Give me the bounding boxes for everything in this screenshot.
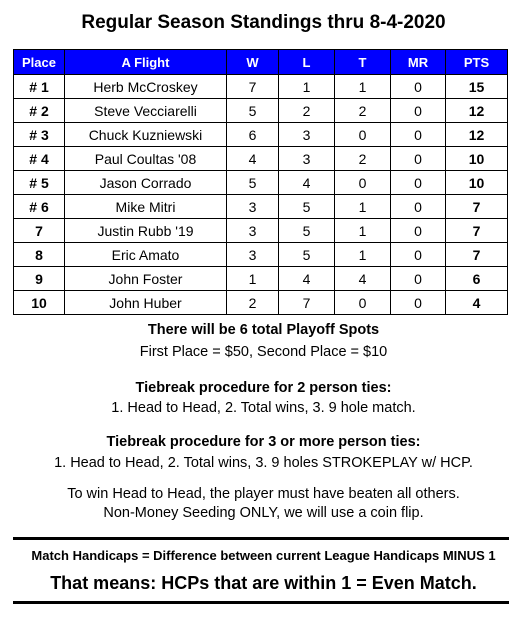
mr-cell: 0: [391, 267, 446, 291]
place-cell: # 3: [14, 123, 65, 147]
ties-cell: 2: [335, 147, 391, 171]
column-header-place: Place: [14, 50, 65, 75]
even-match-note: That means: HCPs that are within 1 = Even Match.: [50, 573, 477, 593]
place-cell: 7: [14, 219, 65, 243]
place-cell: # 2: [14, 99, 65, 123]
table-row: [14, 99, 508, 123]
wins-cell: 1: [227, 267, 279, 291]
player-name-cell: Eric Amato: [65, 243, 227, 267]
table-row: [14, 147, 508, 171]
points-cell: 10: [446, 171, 508, 195]
wins-cell: 3: [227, 243, 279, 267]
player-name-cell: Mike Mitri: [65, 195, 227, 219]
points-cell: 7: [446, 219, 508, 243]
divider-bottom: [13, 601, 509, 604]
place-cell: # 5: [14, 171, 65, 195]
mr-cell: 0: [391, 123, 446, 147]
ties-cell: 0: [335, 171, 391, 195]
wins-cell: 3: [227, 219, 279, 243]
table-row: [14, 291, 508, 315]
player-name-cell: John Foster: [65, 267, 227, 291]
points-cell: 12: [446, 99, 508, 123]
mr-cell: 0: [391, 171, 446, 195]
points-cell: 12: [446, 123, 508, 147]
tiebreak-three-text: 1. Head to Head, 2. Total wins, 3. 9 holes STROKEPLAY w/ HCP.: [54, 455, 473, 471]
losses-cell: 4: [279, 171, 335, 195]
table-row: [14, 75, 508, 99]
losses-cell: 3: [279, 123, 335, 147]
ties-cell: 1: [335, 243, 391, 267]
table-row: [14, 267, 508, 291]
points-cell: 15: [446, 75, 508, 99]
place-cell: 8: [14, 243, 65, 267]
column-header-mr: MR: [391, 50, 446, 75]
ties-cell: 0: [335, 123, 391, 147]
wins-cell: 6: [227, 123, 279, 147]
mr-cell: 0: [391, 75, 446, 99]
losses-cell: 5: [279, 243, 335, 267]
player-name-cell: John Huber: [65, 291, 227, 315]
playoff-prizes: First Place = $50, Second Place = $10: [139, 344, 388, 360]
mr-cell: 0: [391, 195, 446, 219]
tiebreak-two-heading: Tiebreak procedure for 2 person ties:: [135, 380, 392, 396]
mr-cell: 0: [391, 291, 446, 315]
losses-cell: 1: [279, 75, 335, 99]
playoff-heading: There will be 6 total Playoff Spots: [147, 322, 380, 338]
column-header-wins: W: [227, 50, 279, 75]
losses-cell: 4: [279, 267, 335, 291]
ties-cell: 1: [335, 219, 391, 243]
player-name-cell: Paul Coultas '08: [65, 147, 227, 171]
ties-cell: 4: [335, 267, 391, 291]
standings-table: [13, 49, 508, 315]
ties-cell: 0: [335, 291, 391, 315]
wins-cell: 4: [227, 147, 279, 171]
mr-cell: 0: [391, 99, 446, 123]
mr-cell: 0: [391, 243, 446, 267]
ties-cell: 1: [335, 195, 391, 219]
points-cell: 7: [446, 195, 508, 219]
table-row: [14, 219, 508, 243]
header-row: [14, 50, 508, 75]
place-cell: 10: [14, 291, 65, 315]
mr-cell: 0: [391, 147, 446, 171]
place-cell: # 6: [14, 195, 65, 219]
column-header-losses: L: [279, 50, 335, 75]
losses-cell: 5: [279, 195, 335, 219]
column-header-ties: T: [335, 50, 391, 75]
wins-cell: 5: [227, 99, 279, 123]
points-cell: 4: [446, 291, 508, 315]
losses-cell: 2: [279, 99, 335, 123]
column-header-flight: A Flight: [65, 50, 227, 75]
table-row: [14, 171, 508, 195]
losses-cell: 5: [279, 219, 335, 243]
wins-cell: 7: [227, 75, 279, 99]
losses-cell: 3: [279, 147, 335, 171]
points-cell: 10: [446, 147, 508, 171]
head-to-head-note: To win Head to Head, the player must have beaten all others.: [67, 486, 460, 502]
player-name-cell: Herb McCroskey: [65, 75, 227, 99]
ties-cell: 1: [335, 75, 391, 99]
losses-cell: 7: [279, 291, 335, 315]
wins-cell: 2: [227, 291, 279, 315]
player-name-cell: Jason Corrado: [65, 171, 227, 195]
ties-cell: 2: [335, 99, 391, 123]
player-name-cell: Steve Vecciarelli: [65, 99, 227, 123]
wins-cell: 3: [227, 195, 279, 219]
points-cell: 6: [446, 267, 508, 291]
player-name-cell: Chuck Kuzniewski: [65, 123, 227, 147]
seeding-note: Non-Money Seeding ONLY, we will use a coin flip.: [103, 505, 424, 521]
player-name-cell: Justin Rubb '19: [65, 219, 227, 243]
column-header-points: PTS: [446, 50, 508, 75]
points-cell: 7: [446, 243, 508, 267]
place-cell: # 1: [14, 75, 65, 99]
wins-cell: 5: [227, 171, 279, 195]
place-cell: 9: [14, 267, 65, 291]
place-cell: # 4: [14, 147, 65, 171]
tiebreak-three-heading: Tiebreak procedure for 3 or more person ties:: [106, 434, 421, 450]
table-row: [14, 195, 508, 219]
tiebreak-two-text: 1. Head to Head, 2. Total wins, 3. 9 hole match.: [111, 400, 416, 416]
divider-top: [13, 537, 509, 540]
match-handicaps-note: Match Handicaps = Difference between current League Handicaps MINUS 1: [31, 548, 496, 563]
page-title: Regular Season Standings thru 8-4-2020: [81, 12, 446, 33]
mr-cell: 0: [391, 219, 446, 243]
table-row: [14, 123, 508, 147]
table-row: [14, 243, 508, 267]
